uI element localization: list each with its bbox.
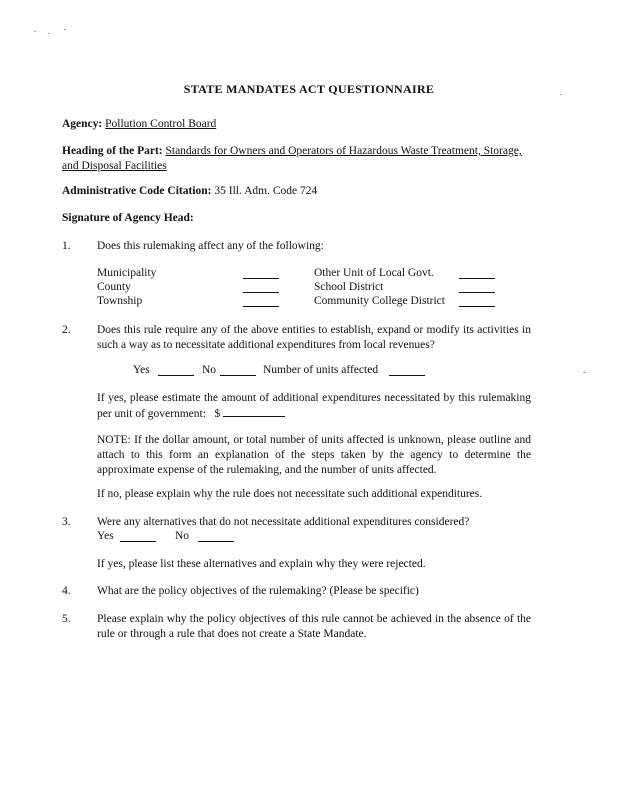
entity-community-college: Community College District <box>314 295 445 307</box>
citation-value: 35 Ill. Adm. Code 724 <box>214 185 318 197</box>
q3-if-yes: If yes, please list these alternatives and explain why they were rejected. <box>97 558 426 570</box>
scan-speck <box>48 33 50 34</box>
entity-county: County <box>97 281 131 293</box>
citation-row <box>62 184 542 199</box>
question-3-text: Were any alternatives that do not necessitate additional expenditures considered? <box>97 516 470 528</box>
q2-yes-blank[interactable] <box>158 375 194 376</box>
community-college-blank[interactable] <box>459 306 495 307</box>
question-1-number: 1. <box>62 240 71 252</box>
heading-value: Standards for Owners and Operators of Hazardous Waste Treatment, Storage, and Disposal Facilities <box>62 145 522 173</box>
question-2-number: 2. <box>62 324 71 336</box>
heading-label: Heading of the Part: <box>62 145 163 157</box>
school-district-blank[interactable] <box>459 292 495 293</box>
q2-note: NOTE: If the dollar amount, or total number of units affected is unknown, please outline and attach to this form an explanation of the steps taken by the agency to determine the approximate expense of the rulemaking, and the number of units affected. <box>97 434 531 477</box>
entity-municipality: Municipality <box>97 267 157 279</box>
question-2-text: Does this rule require any of the above entities to establish, expand or modify its activities in such a way as to necessitate additional expenditures from local revenues? <box>97 324 531 352</box>
scan-speck <box>34 31 36 32</box>
q2-estimate-label: If yes, please estimate the amount of additional expenditures necessitated by this rulemaking per unit of government: <box>97 392 531 421</box>
signature-row <box>62 211 542 226</box>
q3-yes-blank[interactable] <box>120 541 156 542</box>
agency-row <box>62 117 542 132</box>
heading-row <box>62 144 534 174</box>
q2-units-blank[interactable] <box>389 375 425 376</box>
q2-yes-label: Yes <box>133 364 150 376</box>
scan-speck <box>583 372 586 373</box>
agency-label: Agency: <box>62 118 103 130</box>
question-5-text: Please explain why the policy objectives of this rule cannot be achieved in the absence of the rule or through a rule that does not create a State Mandate. <box>97 613 531 641</box>
signature-label: Signature of Agency Head: <box>62 212 194 224</box>
q2-if-no: If no, please explain why the rule does not necessitate such additional expenditures. <box>97 488 483 500</box>
page-title: STATE MANDATES ACT QUESTIONNAIRE <box>183 82 435 96</box>
municipality-blank[interactable] <box>243 278 279 279</box>
q2-no-label: No <box>202 364 217 376</box>
citation-label: Administrative Code Citation: <box>62 185 212 197</box>
entity-other-local-govt: Other Unit of Local Govt. <box>314 267 434 279</box>
question-1-text: Does this rulemaking affect any of the following: <box>97 240 324 252</box>
question-5-number: 5. <box>62 613 71 625</box>
scan-speck <box>64 29 66 30</box>
township-blank[interactable] <box>243 306 279 307</box>
q2-currency: $ <box>214 408 221 421</box>
entity-school-district: School District <box>314 281 384 293</box>
question-4-number: 4. <box>62 585 71 597</box>
q2-no-blank[interactable] <box>220 375 256 376</box>
q2-amount-blank[interactable] <box>223 406 285 417</box>
agency-value: Pollution Control Board <box>105 118 217 130</box>
q3-no-label: No <box>175 530 190 542</box>
q3-yes-label: Yes <box>97 530 114 542</box>
question-4-text: What are the policy objectives of the rulemaking? (Please be specific) <box>97 585 419 597</box>
other-unit-blank[interactable] <box>459 278 495 279</box>
q2-estimate-text <box>97 391 531 422</box>
question-3-number: 3. <box>62 516 71 528</box>
q2-units-label: Number of units affected <box>263 364 379 376</box>
county-blank[interactable] <box>243 292 279 293</box>
entity-township: Township <box>97 295 143 307</box>
q3-no-blank[interactable] <box>198 541 234 542</box>
